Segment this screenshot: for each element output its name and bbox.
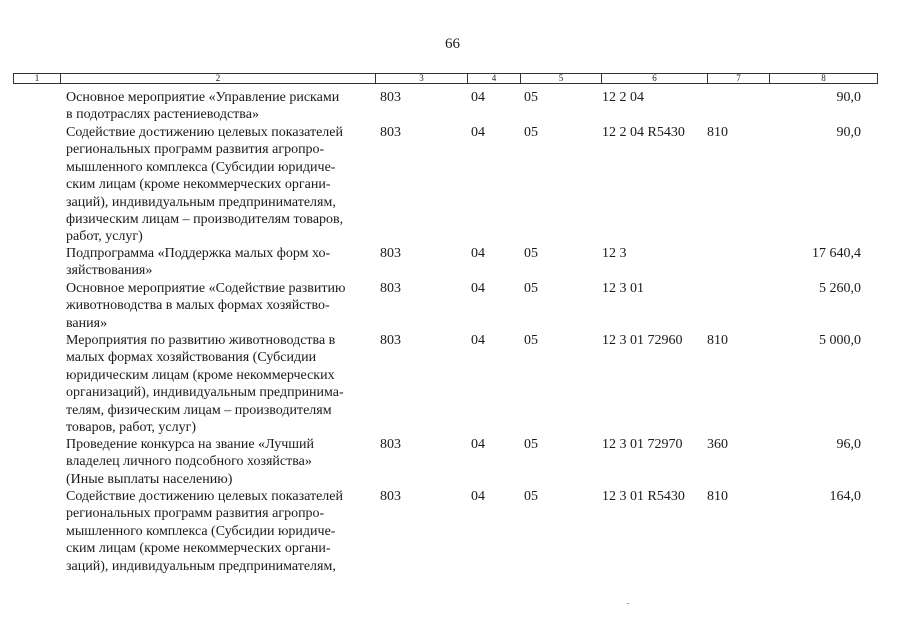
row-vr-code: 810 [707,125,728,140]
row-name-line: Содействие достижению целевых показателей [66,489,343,504]
row-name-line: заций), индивидуальным предпринимателям, [66,194,336,210]
row-rz-code: 04 [471,489,485,504]
scan-speck [627,603,629,604]
row-cs-code: 12 2 04 R5430 [602,125,685,140]
row-sum: 5 260,0 [819,281,861,296]
header-col-8: 8 [769,74,877,83]
row-vr-code: 810 [707,333,728,348]
row-pr-code: 05 [524,125,538,140]
row-rz-code: 04 [471,333,485,348]
row-sum: 164,0 [829,489,861,504]
header-col-6: 6 [601,74,707,83]
row-name [66,245,374,280]
row-name-line: Основное мероприятие «Содействие развитию [66,281,346,296]
row-cs-code: 12 3 [602,246,627,261]
row-name-line: Мероприятия по развитию животноводства в [66,333,336,348]
row-pr-code: 05 [524,333,538,348]
row-name-line: товаров, работ, услуг) [66,420,197,436]
row-pr-code: 05 [524,281,538,296]
row-gr-code: 803 [380,333,401,348]
row-sum: 96,0 [836,437,861,452]
row-name-line: Содействие достижению целевых показателей [66,125,343,140]
row-name-line: телям, физическим лицам – производителям [66,402,332,418]
header-col-1: 1 [34,73,40,83]
row-name-line: мышленного комплекса (Субсидии юридиче- [66,523,336,539]
row-name-line: (Иные выплаты населению) [66,471,233,487]
row-name-line: региональных программ развития агропро- [66,142,325,158]
row-gr-code: 803 [380,246,401,261]
row-name-line: мышленного комплекса (Субсидии юридиче- [66,159,336,175]
row-gr-code: 803 [380,281,401,296]
row-gr-code: 803 [380,90,401,105]
row-name [66,436,374,488]
row-rz-code: 04 [471,125,485,140]
row-name [66,124,374,246]
row-name-line: ским лицам (кроме некоммерческих органи- [66,177,331,193]
row-name-line: работ, услуг) [66,229,143,245]
row-name-line: организаций), индивидуальным предпринима- [66,385,344,401]
header-col-5: 5 [520,74,601,83]
row-name-line: региональных программ развития агропро- [66,506,325,522]
row-pr-code: 05 [524,90,538,105]
row-sum: 90,0 [836,125,861,140]
page-number: 66 [445,36,460,52]
header-col-2: 2 [60,74,375,83]
row-vr-code: 360 [707,437,728,452]
row-rz-code: 04 [471,437,485,452]
row-name [66,488,374,575]
row-name-line: ским лицам (кроме некоммерческих органи- [66,541,331,557]
row-gr-code: 803 [380,125,401,140]
row-cs-code: 12 3 01 [602,281,644,296]
row-pr-code: 05 [524,489,538,504]
row-cs-code: 12 2 04 [602,90,644,105]
row-cs-code: 12 3 01 72970 [602,437,683,452]
row-gr-code: 803 [380,437,401,452]
row-name-line: владелец личного подсобного хозяйства» [66,454,312,470]
row-name-line: физическим лицам – производителям товаров, [66,212,344,228]
row-name-line: Подпрограмма «Поддержка малых форм хо- [66,246,331,261]
row-name [66,332,374,436]
row-name-line: животноводства в малых формах хозяйство- [66,298,330,314]
row-name-line: Основное мероприятие «Управление рисками [66,90,340,105]
row-name-line: юридическим лицам (кроме некоммерческих [66,367,335,383]
row-name-line: Проведение конкурса на звание «Лучший [66,437,315,452]
row-sum: 17 640,4 [812,246,861,261]
row-name-line: вания» [66,315,108,331]
row-sum: 90,0 [836,90,861,105]
row-rz-code: 04 [471,246,485,261]
header-col-4: 4 [467,74,520,83]
row-rz-code: 04 [471,281,485,296]
row-name-line: зяйствования» [66,263,153,279]
row-name-line: малых формах хозяйствования (Субсидии [66,350,317,366]
header-col-3: 3 [375,74,467,83]
row-pr-code: 05 [524,246,538,261]
row-gr-code: 803 [380,489,401,504]
row-name [66,89,374,124]
row-cs-code: 12 3 01 R5430 [602,489,685,504]
row-rz-code: 04 [471,90,485,105]
row-cs-code: 12 3 01 72960 [602,333,683,348]
row-name-line: заций), индивидуальным предпринимателям, [66,558,336,574]
row-name [66,280,374,332]
row-pr-code: 05 [524,437,538,452]
row-vr-code: 810 [707,489,728,504]
row-sum: 5 000,0 [819,333,861,348]
header-col-7: 7 [707,74,769,83]
column-number-header [13,73,878,84]
row-name-line: в подотраслях растениеводства» [66,107,259,123]
